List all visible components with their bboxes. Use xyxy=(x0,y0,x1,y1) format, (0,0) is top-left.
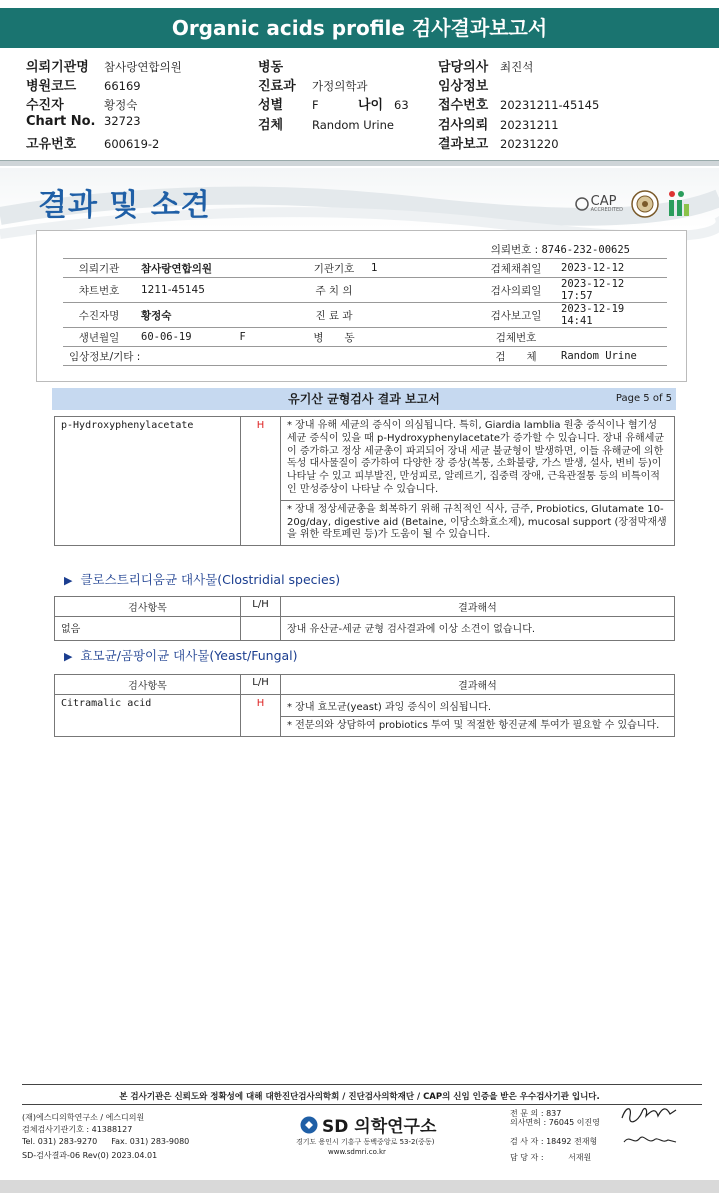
seal-icon xyxy=(631,190,659,218)
request-info-table xyxy=(63,258,667,366)
table-row: p-Hydroxyphenylacetate H * 장내 유해 세균의 증식이 의심됩니다. 특히, Giardia lamblia 원충 증식이나 혐기성 세균 증식이 있을 때 p-Hydroxyphenylacetate가 증가할 수 있습니다. 장내 유해세균이 증가하고 정상 세균총이 파괴되어 장내 세균 불균형이 발생하면, 이들 유해균에 의한 독성 대사물질이 증가하여 다양한 장 증상(복통, 소화불량, 가스 발생, 설사, 변비 등)이 나타날 수 있고 피부발진, 만성피로, 알레르기, 집중력 장애, 근육관절통 등의 비특이적인 만성증상이 나타날 수 있습니다. xyxy=(55,417,675,501)
lab-code: 검체검사기관기호 : 41388127 xyxy=(22,1125,133,1134)
lab-website[interactable]: www.sdmri.co.kr xyxy=(328,1148,386,1156)
info-row: 임상정보/기타 : 검 체 Random Urine xyxy=(63,347,667,366)
lab-name: (재)에스디의학연구소 / 에스디의원 xyxy=(22,1113,145,1122)
signature-image xyxy=(620,1130,680,1150)
hospital-code-field: 병원코드 66169 xyxy=(26,79,141,94)
high-flag: H xyxy=(241,695,281,737)
sd-logo-icon xyxy=(300,1116,318,1134)
manager-line: 담 당 자 : 서재원 xyxy=(510,1153,592,1162)
yeast-section-title: ▶ 효모균/곰팡이균 대사물(Yeast/Fungal) xyxy=(64,648,298,663)
info-row: 챠트번호 1211-45145 주 치 의 검사의뢰일 2023-12-12 17:57 xyxy=(63,278,667,303)
table-row: Citramalic acid H * 장내 효모균(yeast) 과잉 증식이 의심됩니다. xyxy=(55,695,675,717)
clostridial-result-table xyxy=(54,596,675,641)
page-indicator: Page 5 of 5 xyxy=(615,393,672,404)
table-row: 없음 장내 유산균-세균 균형 검사결과에 이상 소견이 없습니다. xyxy=(55,617,675,641)
form-revision: SD-검사결과-06 Rev(0) 2023.04.01 xyxy=(22,1151,158,1160)
yeast-result-table xyxy=(54,674,675,737)
table-row: * 전문의와 상담하여 probiotics 투여 및 적절한 항진균제 투여가 필요할 수 있습니다. xyxy=(55,717,675,737)
report-heading: 유기산 균형검사 결과 보고서 Page 5 of 5 xyxy=(52,388,676,410)
chart-no-field: Chart No. 32723 xyxy=(26,114,141,129)
triangle-right-icon: ▶ xyxy=(64,574,73,587)
request-info-box xyxy=(36,230,687,382)
footer-notice: 본 검사기관은 신뢰도와 정확성에 대해 대한진단검사의학회 / 진단검사의학재단 / CAP의 신임 인증을 받은 우수검사기관 입니다. xyxy=(119,1092,600,1102)
specimen-field: 검체 Random Urine xyxy=(258,118,394,133)
license-line: 의사면허 : 76045 이진영 xyxy=(510,1118,600,1127)
info-row: 수진자명 황정숙 진 료 과 검사보고일 2023-12-19 14:41 xyxy=(63,303,667,328)
footer-divider xyxy=(22,1104,702,1105)
high-flag: H xyxy=(241,417,281,546)
lab-phone: Tel. 031) 283-9270 Fax. 031) 283-9080 xyxy=(22,1137,190,1146)
report-date-field: 결과보고 20231220 xyxy=(438,137,559,152)
lab-quality-icon xyxy=(667,190,691,218)
receipt-no-field: 접수번호 20231211-45145 xyxy=(438,98,600,113)
hospital-field: 의뢰기관명 참사랑연합의원 xyxy=(26,60,182,75)
ward-field: 병동 xyxy=(258,60,284,75)
dept-field: 진료과 가정의학과 xyxy=(258,79,368,94)
report-title: Organic acids profile 검사결과보고서 xyxy=(0,8,719,48)
table-row: * 장내 정상세균총을 회복하기 위해 규칙적인 식사, 금주, Probiotics, Glutamate 10-20g/day, digestive aid (Betaine, 이당소화효소제), mucosal support (장점막재생을 위한 락토페린 등)가 도움이 될 수 있습니다. xyxy=(55,500,675,545)
table-header-row: 검사항목 L/H 결과해석 xyxy=(55,597,675,617)
patient-field: 수진자 황정숙 xyxy=(26,98,138,113)
age-field: 나이 63 xyxy=(358,98,409,113)
clinical-field: 임상정보 xyxy=(438,79,489,94)
table-header-row: 검사항목 L/H 결과해석 xyxy=(55,675,675,695)
hydroxyphenyl-result-table xyxy=(54,416,675,546)
certification-logos xyxy=(575,190,691,218)
info-row: 의뢰기관 참사랑연합의원 기관기호 1 검체채취일 2023-12-12 xyxy=(63,259,667,278)
examiner-line: 검 사 자 : 18492 전재형 xyxy=(510,1137,598,1146)
info-row: 생년월일 60-06-19 F 병 동 검체번호 xyxy=(63,328,667,347)
triangle-right-icon: ▶ xyxy=(64,650,73,663)
lab-address: 경기도 용인시 기흥구 동백중앙로 53-2(중동) xyxy=(296,1138,435,1146)
cap-logo: CAP ACCREDITED xyxy=(575,195,623,213)
sex-field: 성별 F xyxy=(258,98,319,113)
header-divider xyxy=(0,160,719,166)
unique-no-field: 고유번호 600619-2 xyxy=(26,137,160,152)
section-title: 결과 및 소견 xyxy=(38,188,211,223)
footer-divider xyxy=(22,1084,702,1085)
specialist-line: 전 문 의 : 837 xyxy=(510,1109,562,1118)
request-number: 의뢰번호 : 8746-232-00625 xyxy=(490,244,630,256)
page-bottom-edge xyxy=(0,1180,719,1193)
request-date-field: 검사의뢰 20231211 xyxy=(438,118,559,133)
signature-image xyxy=(618,1102,682,1126)
sd-brand-logo: SD 의학연구소 xyxy=(300,1112,436,1137)
clostridial-section-title: ▶ 클로스트리디움균 대사물(Clostridial species) xyxy=(64,572,341,587)
doctor-field: 담당의사 최진석 xyxy=(438,60,534,75)
